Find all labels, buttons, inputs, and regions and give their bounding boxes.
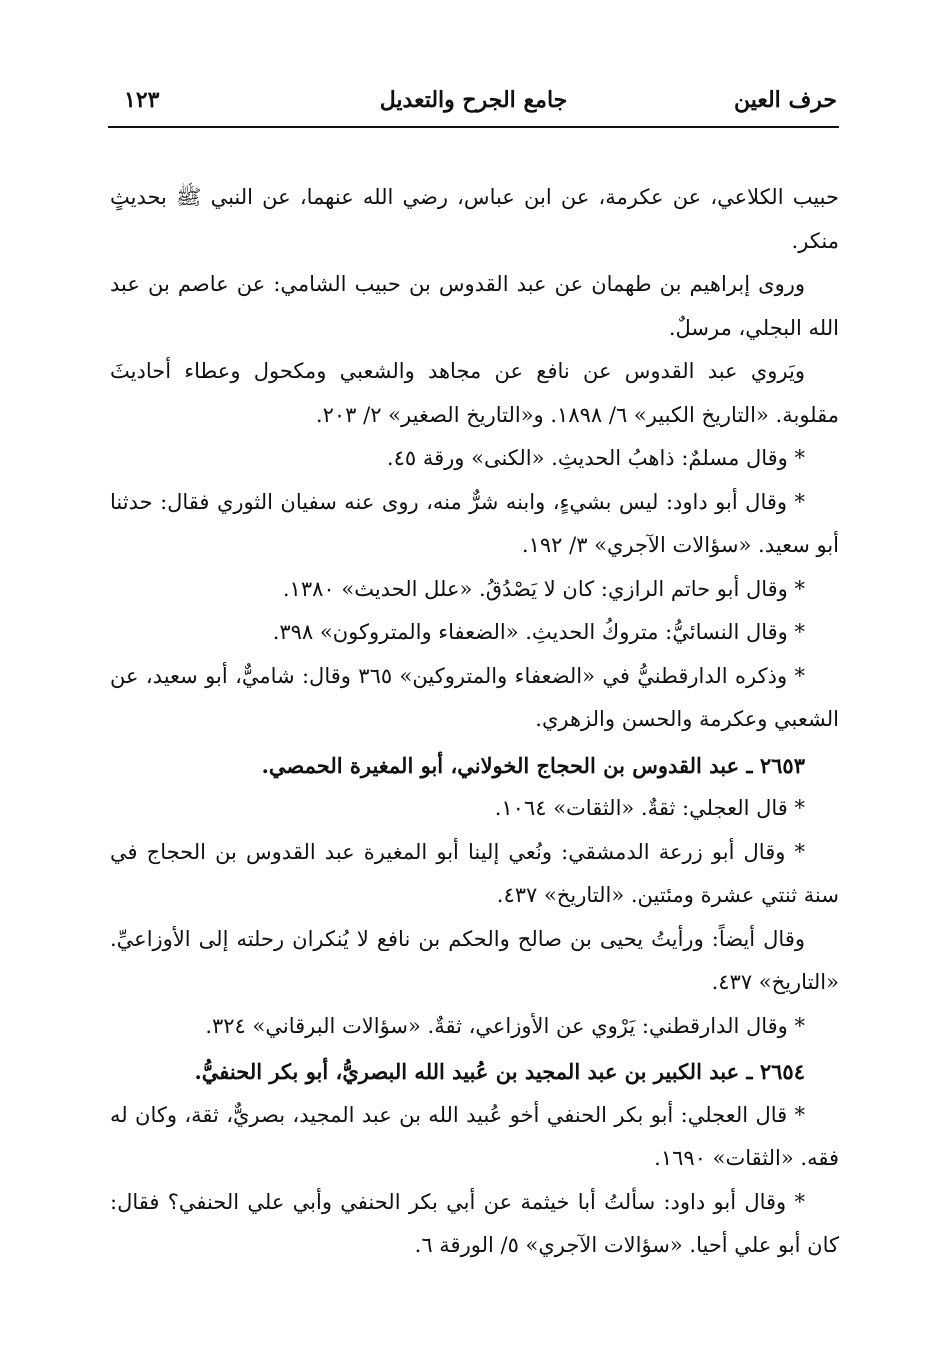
body-paragraph: وقال أيضاً: ورأيتُ يحيى بن صالح والحكم بن نافع لا يُنكران رحلته إلى الأوزاعيِّ. «التاريخ» ٤٣٧. (110, 926, 839, 994)
body-paragraph: * قال العجلي: ثقةٌ. «الثقات» ١٠٦٤. (494, 796, 805, 820)
entry-heading: ٢٦٥٤ ـ عبد الكبير بن عبد المجيد بن عُبيد الله البصريُّ، أبو بكر الحنفيُّ. (194, 1059, 805, 1084)
page-number: ١٢٣ (124, 87, 160, 113)
body-paragraph: ويَروي عبد القدوس عن نافع عن مجاهد والشعبي ومكحول وعطاء أحاديثَ مقلوبة. «التاريخ الكبير» ٦/ ١٨٩٨. و«التاريخ الصغير» ٢/ ٢٠٣. (110, 359, 839, 427)
body-paragraph: * وقال أبو زرعة الدمشقي: ونُعي إلينا أبو المغيرة عبد القدوس بن الحجاج في سنة ثنتي عشرة ومئتين. «التاريخ» ٤٣٧. (110, 839, 839, 907)
body-paragraph: * وقال النسائيُّ: متروكُ الحديثِ. «الضعفاء والمتروكون» ٣٩٨. (272, 620, 805, 644)
page-body (110, 176, 839, 1268)
body-paragraph: وروى إبراهيم بن طهمان عن عبد القدوس بن حبيب الشامي: عن عاصم بن عبد الله البجلي، مرسلٌ. (110, 272, 839, 340)
body-paragraph: * وقال الدارقطني: يَرْوي عن الأوزاعي، ثقةٌ. «سؤالات البرقاني» ٣٢٤. (205, 1013, 805, 1038)
body-paragraph: * وقال أبو داود: ليس بشيءٍ، وابنه شرٌّ منه، روى عنه سفيان الثوري فقال: حدثنا أبو سعيد. «سؤالات الآجري» ٣/ ١٩٢. (110, 489, 839, 557)
header-rule (108, 126, 839, 128)
body-paragraph: * وقال مسلمٌ: ذاهبُ الحديثِ. «الكنى» ورقة ٤٥. (386, 446, 805, 470)
body-paragraph: حبيب الكلاعي، عن عكرمة، عن ابن عباس، رضي الله عنهما، عن النبي ﷺ بحديثٍ منكر. (110, 185, 839, 253)
book-title: جامع الجرح والتعديل (379, 87, 568, 113)
body-paragraph: * قال العجلي: أبو بكر الحنفي أخو عُبيد الله بن عبد المجيد، بصريٌّ، ثقة، وكان له فقه. «الثقات» ١٦٩٠. (110, 1102, 839, 1170)
running-header (110, 86, 837, 126)
body-paragraph: * وقال أبو داود: سألتُ أبا خيثمة عن أبي بكر الحنفي وأبي علي الحنفي؟ فقال: كان أبو علي أحيا. «سؤالات الآجري» ٥/ الورقة ٦. (110, 1189, 839, 1257)
entry-heading: ٢٦٥٣ ـ عبد القدوس بن الحجاج الخولاني، أبو المغيرة الحمصي. (261, 752, 805, 778)
chapter-title: حرف العين (733, 87, 837, 113)
body-paragraph: * وقال أبو حاتم الرازي: كان لا يَصْدُقُ. «علل الحديث» ١٣٨٠. (282, 576, 805, 601)
body-paragraph: * وذكره الدارقطنيُّ في «الضعفاء والمتروكين» ٣٦٥ وقال: شاميٌّ، أبو سعيد، عن الشعبي وعكرمة والحسن والزهري. (110, 663, 839, 731)
